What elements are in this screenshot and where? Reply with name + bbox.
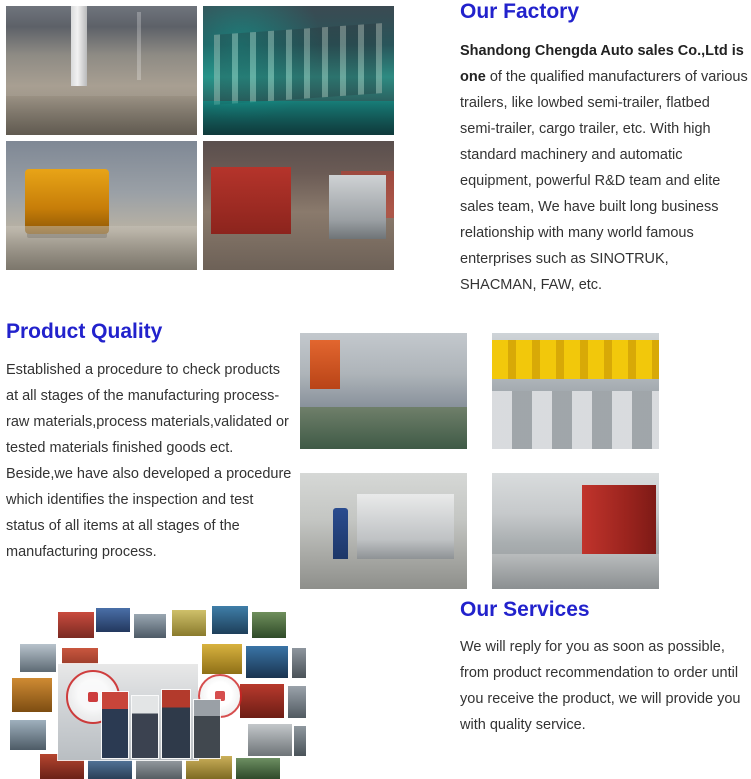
- factory-welding-workshop-photo: [203, 141, 394, 270]
- collage-tile: [240, 684, 284, 718]
- collage-tile: [252, 612, 286, 638]
- collage-person: [194, 700, 220, 758]
- our-services-heading: Our Services: [460, 598, 590, 621]
- factory-body-copy: of the qualified manufacturers of various trailers, like lowbed semi-trailer, flatbed semi-trailer, cargo trailer, etc. With high standard machinery and automatic equipment, powerful R&D team and elite sales team, We have built long business relationship with many world famous enterprises such as SINOTRUK, SHACMAN, FAW, etc.: [460, 69, 748, 293]
- product-quality-text-block: [6, 320, 294, 565]
- collage-tile: [20, 644, 56, 672]
- collage-tile: [96, 608, 130, 632]
- collage-tile: [12, 678, 52, 712]
- factory-text-block: [460, 0, 748, 298]
- collage-person: [132, 696, 158, 758]
- customer-visit-collage-photo: [6, 604, 306, 779]
- collage-tile: [246, 646, 288, 678]
- collage-tile: [212, 606, 248, 634]
- quality-worker-inspection-photo: [300, 473, 467, 589]
- collage-tile: [236, 758, 280, 779]
- services-text-block: [460, 598, 748, 738]
- collage-tiles: [6, 604, 306, 779]
- factory-production-line-photo: [203, 6, 394, 135]
- collage-tile: [288, 686, 306, 718]
- factory-company-lead: Shandong Chengda Auto sales Co.,Ltd is one: [460, 43, 744, 85]
- collage-person: [162, 690, 190, 758]
- product-quality-heading: Product Quality: [6, 320, 163, 343]
- collage-tile: [248, 724, 292, 756]
- collage-person: [102, 692, 128, 758]
- services-paragraph: We will reply for you as soon as possible, from product recommendation to order until you receive the product, we will provide you with quality service.: [460, 639, 741, 733]
- collage-tile: [172, 610, 206, 636]
- our-factory-heading: Our Factory: [460, 0, 580, 23]
- factory-assembly-line-photo: [6, 6, 197, 135]
- quality-shot-blasting-photo: [300, 333, 467, 449]
- product-quality-photo-grid: [300, 333, 749, 589]
- factory-photo-grid: [6, 6, 396, 270]
- collage-tile: [134, 614, 166, 638]
- collage-tile: [10, 720, 46, 750]
- factory-paragraph: [460, 38, 748, 298]
- collage-tile: [292, 648, 306, 678]
- collage-tile: [202, 644, 242, 674]
- quality-red-trailer-line-photo: [492, 473, 659, 589]
- collage-tile: [58, 612, 94, 638]
- product-quality-paragraph: Established a procedure to check products at all stages of the manufacturing process-raw materials,process materials,validated or tested materials finished goods ect. Beside,we have also developed a procedure which identifies the inspection and test status of all items at all stages of the manufacturing process.: [6, 362, 292, 560]
- collage-tile: [294, 726, 306, 756]
- quality-yellow-tipper-bodies-photo: [492, 333, 659, 449]
- factory-yellow-truck-head-photo: [6, 141, 197, 270]
